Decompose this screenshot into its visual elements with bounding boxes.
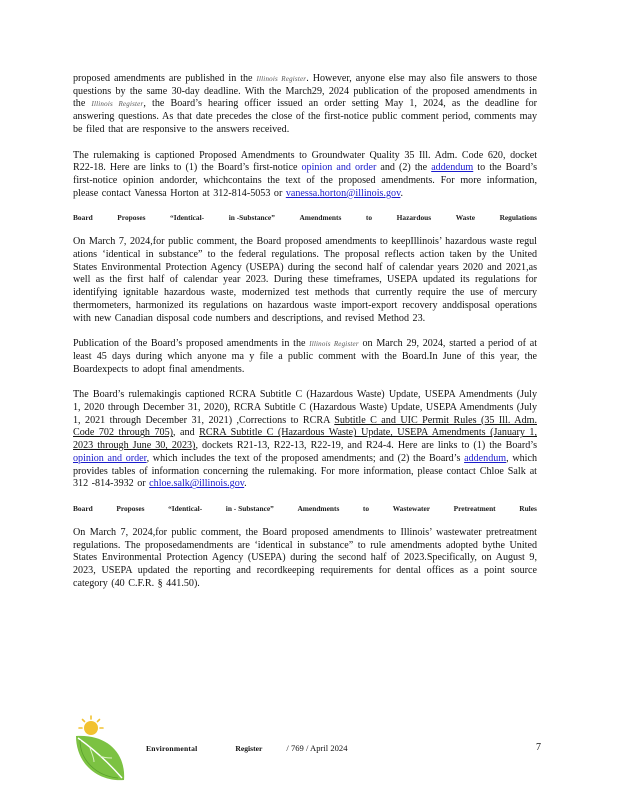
section-heading-wastewater: Board Proposes “Identical- in - Substance” Amendments to Wastewater Pretreatment Rules [73, 503, 537, 513]
paragraph-groundwater-caption [73, 150, 537, 201]
footer-register: Register [235, 744, 263, 753]
page-number: 7 [536, 742, 541, 753]
text-run: . [400, 187, 403, 199]
text-run: proposed amendments are published in the [73, 73, 257, 84]
opinion-and-order-link[interactable]: opinion and order [73, 452, 147, 464]
email-link-chloe-salk[interactable]: chloe.salk@illinois.gov [149, 478, 245, 490]
page-footer [70, 714, 546, 784]
illinois-register-italic: Illinois Register [256, 75, 307, 83]
text-run: , which provides tables of information concerning the rulemaking. For more information, please contact Chloe Salk at 312 -814-3932 or [73, 452, 537, 490]
text-run: , dockets R21-13, R22-13, R22-19, and R24-4. Here are links to (1) the Board’s [195, 440, 537, 452]
text-run: On March 7, 2024,for public comment, the Board proposed amendments to keepIllinois’ hazardous waste regul ations ‘identical in substance” to the federal regulations. The proposal reflects action taken by the United States Environmental Protection Agency (USEPA) during the second half of calendar years 2020 and 2021,as well as the first half of calendar year 2023. During these timeframes, USEPA updated its regulations for identifying ignitable hazardous waste, modernized test methods that currently require the use of mercury thermometers, harmonized its regulations on hazardous waste import-export recovery anddisposal operations with new Canadian disposal code numbers and descriptions, and revised Method 23. [73, 236, 537, 324]
illinois-register-italic: Illinois Register [309, 340, 359, 349]
illinois-register-italic: Illinois Register [91, 100, 144, 109]
footer-title: Environmental [146, 744, 198, 753]
section-heading-hazardous-waste: Board Proposes “Identical- in -Substance” Amendments to Hazardous Waste Regulations [73, 213, 537, 223]
email-link-vanessa-horton[interactable]: vanessa.horton@illinois.gov [285, 187, 401, 199]
text-run: . [244, 478, 247, 490]
text-run: to the Board’s first-notice opinion andorder, whichcontains the text of the proposed amendments. For more information, please contact Vanessa Horton at 312-814-5053 or [73, 162, 537, 199]
page-content [73, 73, 537, 591]
underlined-caption: RCRA Subtitle C (Hazardous Waste) Update, USEPA Amendments (January 1, 2023 through June 30, 2023) [73, 427, 537, 452]
addendum-link[interactable]: addendum [431, 162, 474, 174]
paragraph-hazardous-waste-proposal [73, 236, 537, 325]
text-run: on March 29, 2024, started a period of at least 45 days during which anyone ma y file a public comment with the Board.In June of this year, the Boardexpects to adopt final amendments. [73, 338, 538, 375]
text-run: , which includes the text of the proposed amendments; and (2) the Board’s [146, 452, 465, 464]
text-run: Publication of the Board’s proposed amendments in the [73, 338, 310, 350]
paragraph-hazardous-waste-publication [73, 338, 537, 376]
text-run: and (2) the [376, 162, 432, 174]
underlined-caption: Subtitle C and UIC Permit Rules (35 Ill. Adm. Code 702 through 705) [73, 414, 537, 439]
text-run: , the Board’s hearing officer issued an order setting May 1, 2024, as the deadline for answering questions. As that date precedes the close of the first-notice public comment period, comments may be filed that are responsive to the answers received. [73, 98, 538, 135]
opinion-and-order-link[interactable]: opinion and order [301, 162, 377, 174]
text-run: The rulemaking is captioned Proposed Amendments to Groundwater Quality 35 Ill. Adm. Code 620, docket R22-18. Here are links to (1) the Board’s first-notice [73, 149, 537, 174]
paragraph-wastewater-proposal [73, 527, 537, 591]
addendum-link[interactable]: addendum [464, 452, 507, 464]
text-run: The Board’s rulemakingis captioned RCRA Subtitle C (Hazardous Waste) Update, USEPA Amendments (July 1, 2020 through December 31, 2020), RCRA Subtitle C (Hazardous Waste) Update, USEPA Amendments (July 1, 2021 through December 31, 2021) ,Corrections to RCRA [73, 389, 537, 426]
footer-publication [146, 743, 396, 753]
leaf-sun-logo-icon [70, 714, 128, 784]
paragraph-hazardous-waste-caption [73, 389, 537, 491]
footer-issue: / 769 / April 2024 [286, 743, 348, 753]
text-run: On March 7, 2024,for public comment, the Board proposed amendments to Illinois’ wastewater pretreatment regulations. The proposedamendments are ‘identical in substance” to rule amendments adopted bythe United States Environmental Protection Agency (USEPA) during the second half of 2023.Specifically, on August 9, 2023, USEPA updated the reporting and recordkeeping requirements for dental offices as a point source category (40 C.F.R. § 441.50). [73, 526, 537, 589]
paragraph-groundwater-continued [73, 73, 537, 137]
text-run: , and [172, 427, 200, 439]
text-run: . However, anyone else may also file answers to those questions by the same 30-day deadline. With the March29, 2024 publication of the proposed amendments in the [73, 73, 538, 110]
